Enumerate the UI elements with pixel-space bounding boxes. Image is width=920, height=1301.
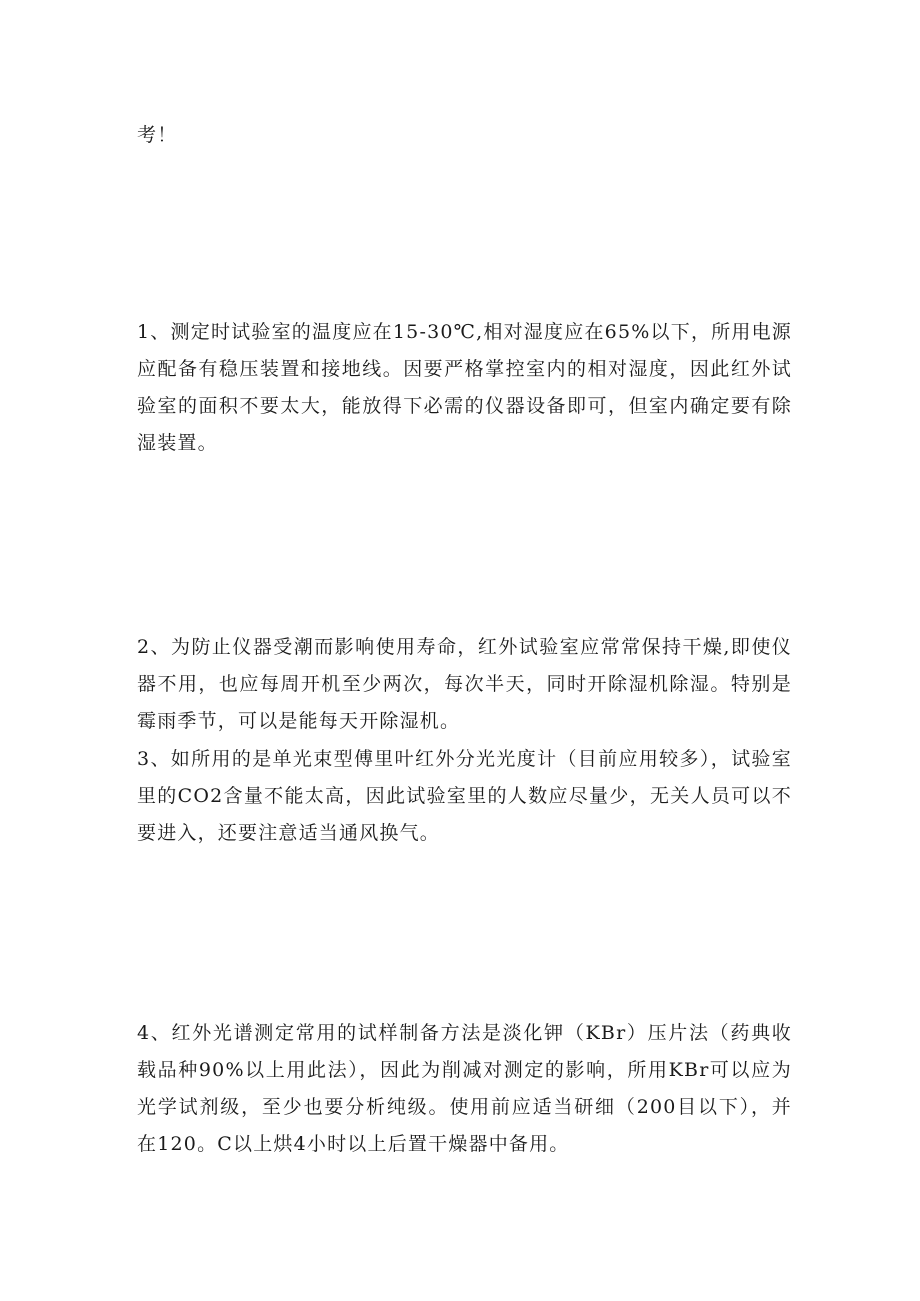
paragraph-continuation: 考！ [137,124,178,146]
paragraph-item-4: 4、红外光谱测定常用的试样制备方法是淡化钾（KBr）压片法（药典收载品种90%以上用此法），因此为削减对测定的影响，所用KBr可以应为光学试剂级，至少也要分析纯级。使用前应适当研细（200目以下），并在120。C以上烘4小时以上后置干燥器中备用。 [137,1022,792,1155]
paragraph-item-2: 2、为防止仪器受潮而影响使用寿命，红外试验室应常常保持干燥,即使仪器不用，也应每周开机至少两次，每次半天，同时开除湿机除湿。特别是霉雨季节，可以是能每天开除湿机。 [137,636,792,732]
paragraph-item-1: 1、测定时试验室的温度应在15-30℃,相对湿度应在65%以下，所用电源应配备有稳压装置和接地线。因要严格掌控室内的相对湿度，因此红外试验室的面积不要太大，能放得下必需的仪器设备即可，但室内确定要有除湿装置。 [137,321,792,454]
paragraph-item-3: 3、如所用的是单光束型傅里叶红外分光光度计（目前应用较多），试验室里的CO2含量不能太高，因此试验室里的人数应尽量少，无关人员可以不要进入，还要注意适当通风换气。 [137,748,792,844]
